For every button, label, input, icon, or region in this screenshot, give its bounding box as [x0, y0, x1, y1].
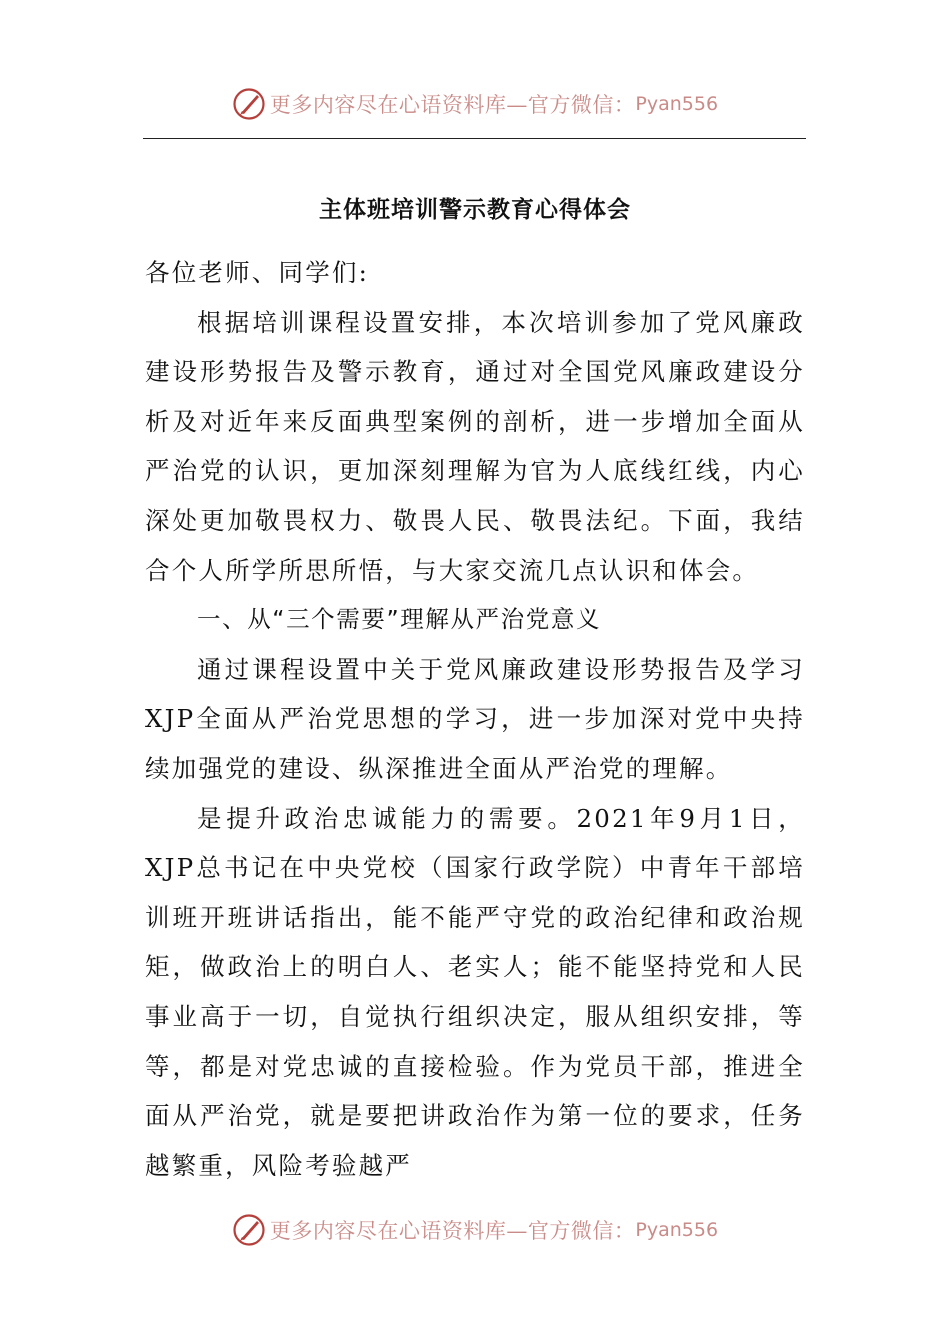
paragraph-study: 通过课程设置中关于党风廉政建设形势报告及学习XJP全面从严治党思想的学习，进一步加深对党中央持续加强党的建设、纵深推进全面从严治党的理解。 — [145, 654, 805, 783]
document-title: 主体班培训警示教育心得体会 — [319, 197, 631, 224]
paragraph-intro: 根据培训课程设置安排，本次培训参加了党风廉政建设形势报告及警示教育，通过对全国党风廉政建设分析及对近年来反面典型案例的剖析，进一步增加全面从严治党的认识，更加深刻理解为官为人底线红线，内心深处更加敬畏权力、敬畏人民、敬畏法纪。下面，我结合个人所学所思所悟，与大家交流几点认识和体会。 — [145, 307, 805, 585]
watermark-text: 更多内容尽在心语资料库—官方微信： — [269, 93, 636, 117]
quill-logo-icon — [232, 87, 266, 121]
header-divider — [143, 138, 806, 139]
watermark-contact: Pyan556 — [635, 93, 719, 115]
footer-watermark-banner — [0, 1208, 950, 1252]
salutation: 各位老师、同学们: — [145, 258, 370, 287]
document-body — [145, 248, 805, 1190]
watermark-text: 更多内容尽在心语资料库—官方微信： — [269, 1219, 636, 1243]
section-heading: 一、从“三个需要”理解从严治党意义 — [197, 605, 602, 634]
quill-logo-icon — [232, 1213, 266, 1247]
header-watermark-banner — [0, 82, 950, 126]
watermark-contact: Pyan556 — [635, 1219, 719, 1241]
paragraph-loyalty: 是提升政治忠诚能力的需要。2021年9月1日，XJP总书记在中央党校（国家行政学院）中青年干部培训班开班讲话指出，能不能严守党的政治纪律和政治规矩，做政治上的明白人、老实人；能不能坚持党和人民事业高于一切，自觉执行组织决定，服从组织安排，等等，都是对党忠诚的直接检验。作为党员干部，推进全面从严治党，就是要把讲政治作为第一位的要求，任务越繁重，风险考验越严 — [145, 803, 805, 1180]
